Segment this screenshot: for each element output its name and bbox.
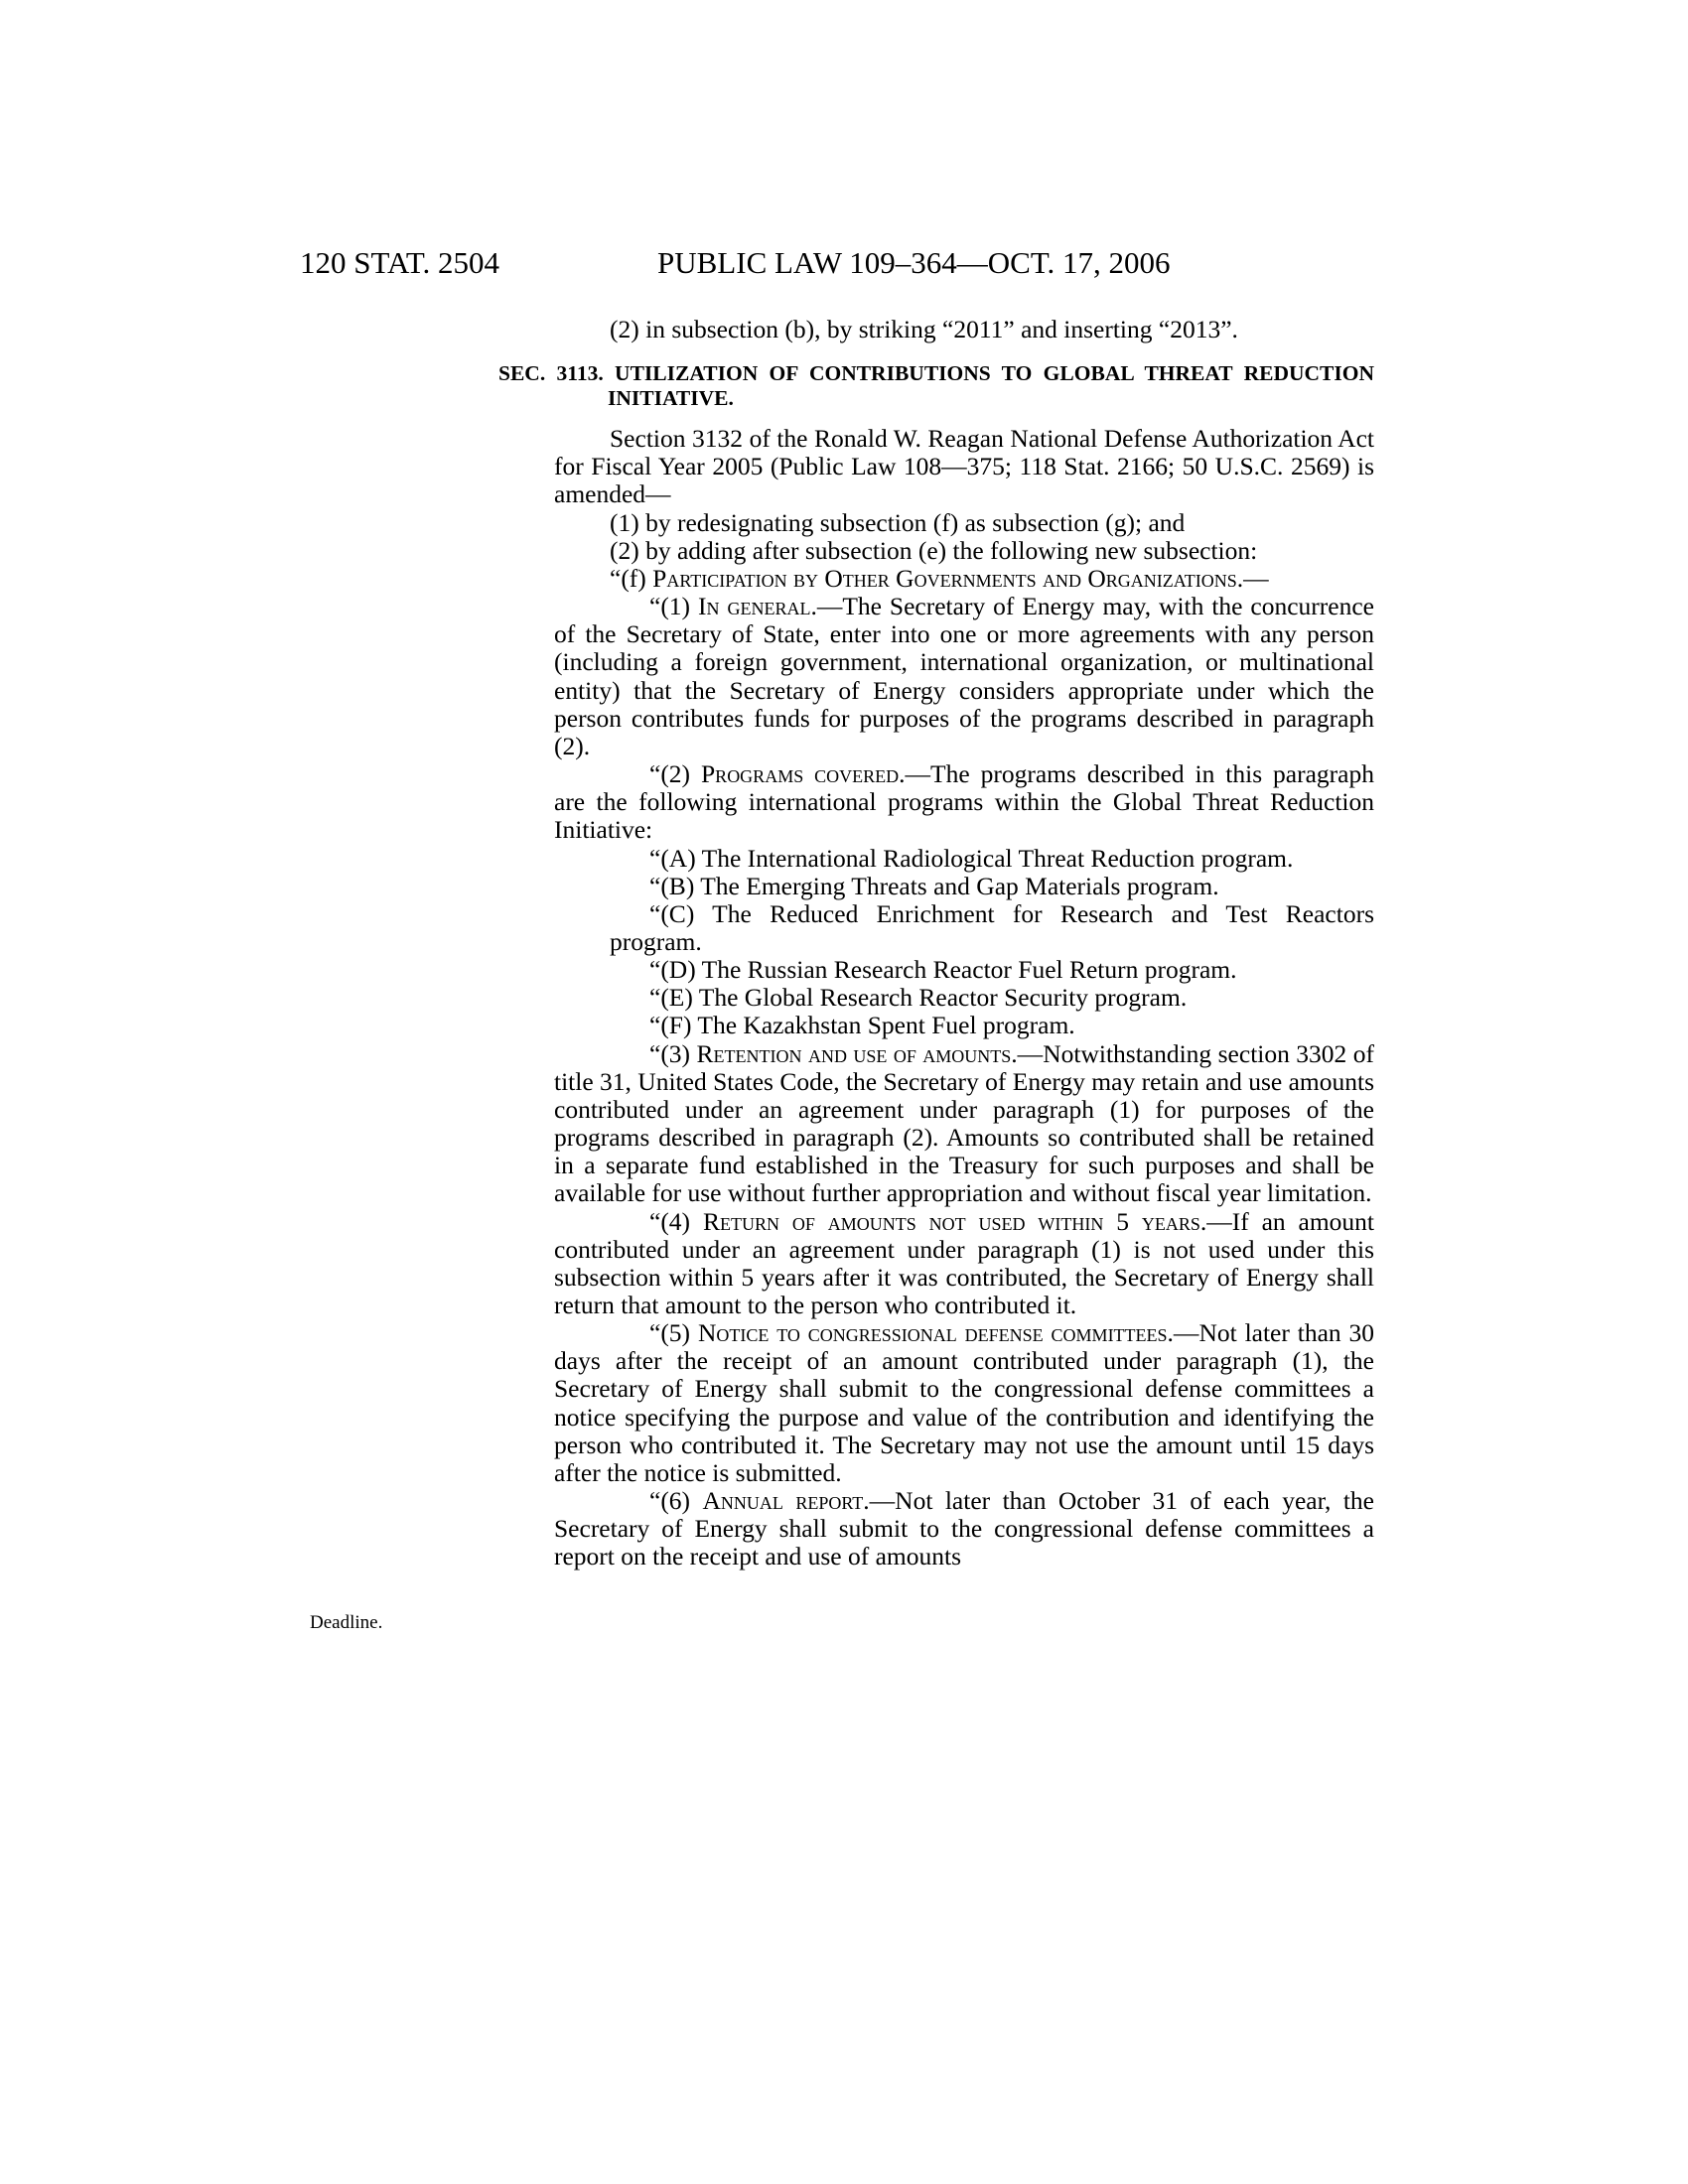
document-body <box>498 315 1375 1571</box>
paragraph-4-heading: Return of amounts not used within 5 years.— <box>702 1206 1232 1236</box>
program-item-e: “(E) The Global Research Reactor Security program. <box>649 983 1188 1013</box>
program-item-b: “(B) The Emerging Threats and Gap Materials program. <box>649 871 1219 900</box>
paragraph-3-text: Notwithstanding section 3302 of title 31, United States Code, the Secretary of Energy may retain and use amounts contributed under an agreement under paragraph (1) for purposes of the programs described in paragraph (2). Amounts so contributed shall be retained in a separate fund established in the Treasury for such purposes and shall be available for use without further appropriation and without fiscal year limitation. <box>554 1038 1375 1208</box>
paragraph-2-heading: Programs covered.— <box>701 759 931 789</box>
paragraph-6-heading: Annual report.— <box>702 1486 896 1516</box>
amendment-1: (1) by redesignating subsection (f) as subsection (g); and <box>610 507 1186 537</box>
amendment-2: (2) by adding after subsection (e) the following new subsection: <box>610 535 1258 565</box>
paragraph-4 <box>554 1208 1374 1320</box>
paragraph-5-number: “(5) <box>649 1318 691 1348</box>
paragraph-6 <box>554 1487 1374 1570</box>
paragraph-5-heading: Notice to congressional defense committees.— <box>697 1318 1199 1348</box>
paragraph-3-number: “(3) <box>649 1038 691 1068</box>
subsection-f-number: “(f) <box>610 563 646 593</box>
paragraph-5 <box>554 1319 1374 1487</box>
subsection-f-title: Participation by Other Governments and Organizations.— <box>652 563 1269 593</box>
program-item-d: “(D) The Russian Research Reactor Fuel Return program. <box>649 955 1237 985</box>
paragraph-1-number: “(1) <box>649 592 691 621</box>
section-heading: SEC. 3113. UTILIZATION OF CONTRIBUTIONS TO GLOBAL THREAT REDUCTION INITIATIVE. <box>498 361 1374 411</box>
margin-note-deadline: Deadline. <box>310 1612 383 1633</box>
page-header <box>300 243 1372 283</box>
amendment-paragraph-2-prev: (2) in subsection (b), by striking “2011” and inserting “2013”. <box>610 315 1238 343</box>
program-item-f: “(F) The Kazakhstan Spent Fuel program. <box>649 1011 1075 1040</box>
paragraph-2-text: The programs described in this paragraph are the following international programs within the Global Threat Reduction Initiative: <box>554 759 1374 845</box>
program-item-c: “(C) The Reduced Enrichment for Research and Test Reactors program. <box>610 898 1374 956</box>
paragraph-1-text: The Secretary of Energy may, with the concurrence of the Secretary of State, enter into one or more agreements with any person (including a foreign government, international organization, or multinational entity) that the Secretary of Energy considers appropriate under which the person contributes funds for purposes of the programs described in paragraph (2). <box>554 592 1374 760</box>
paragraph-3 <box>554 1040 1374 1208</box>
statute-reference: 120 STAT. 2504 <box>300 245 500 280</box>
public-law-reference: PUBLIC LAW 109–364—OCT. 17, 2006 <box>657 245 1171 280</box>
paragraph-2 <box>554 760 1374 844</box>
program-item-a: “(A) The International Radiological Threat Reduction program. <box>649 843 1294 873</box>
paragraph-6-text: Not later than October 31 of each year, the Secretary of Energy shall submit to the congressional defense committees a report on the receipt and use of amounts <box>554 1486 1375 1571</box>
paragraph-2-number: “(2) <box>649 759 691 789</box>
section-intro: Section 3132 of the Ronald W. Reagan National Defense Authorization Act for Fiscal Year 2005 (Public Law 108—375; 118 Stat. 2166; 50 U.S.C. 2569) is amended— <box>554 424 1374 509</box>
paragraph-1 <box>554 593 1374 760</box>
paragraph-5-text: Not later than 30 days after the receipt of an amount contributed under paragraph (1), the Secretary of Energy shall submit to the congressional defense committees a notice specifying the purpose and value of the contribution and identifying the person who contributed it. The Secretary may not use the amount until 15 days after the notice is submitted. <box>554 1318 1375 1487</box>
paragraph-1-heading: In general.— <box>698 592 843 621</box>
subsection-f-heading <box>554 565 1374 593</box>
paragraph-4-text: If an amount contributed under an agreement under paragraph (1) is not used under this subsection within 5 years after it was contributed, the Secretary of Energy shall return that amount to the person who contributed it. <box>554 1206 1375 1319</box>
paragraph-4-number: “(4) <box>649 1206 691 1236</box>
paragraph-3-heading: Retention and use of amounts.— <box>696 1038 1044 1068</box>
paragraph-6-number: “(6) <box>649 1486 691 1516</box>
